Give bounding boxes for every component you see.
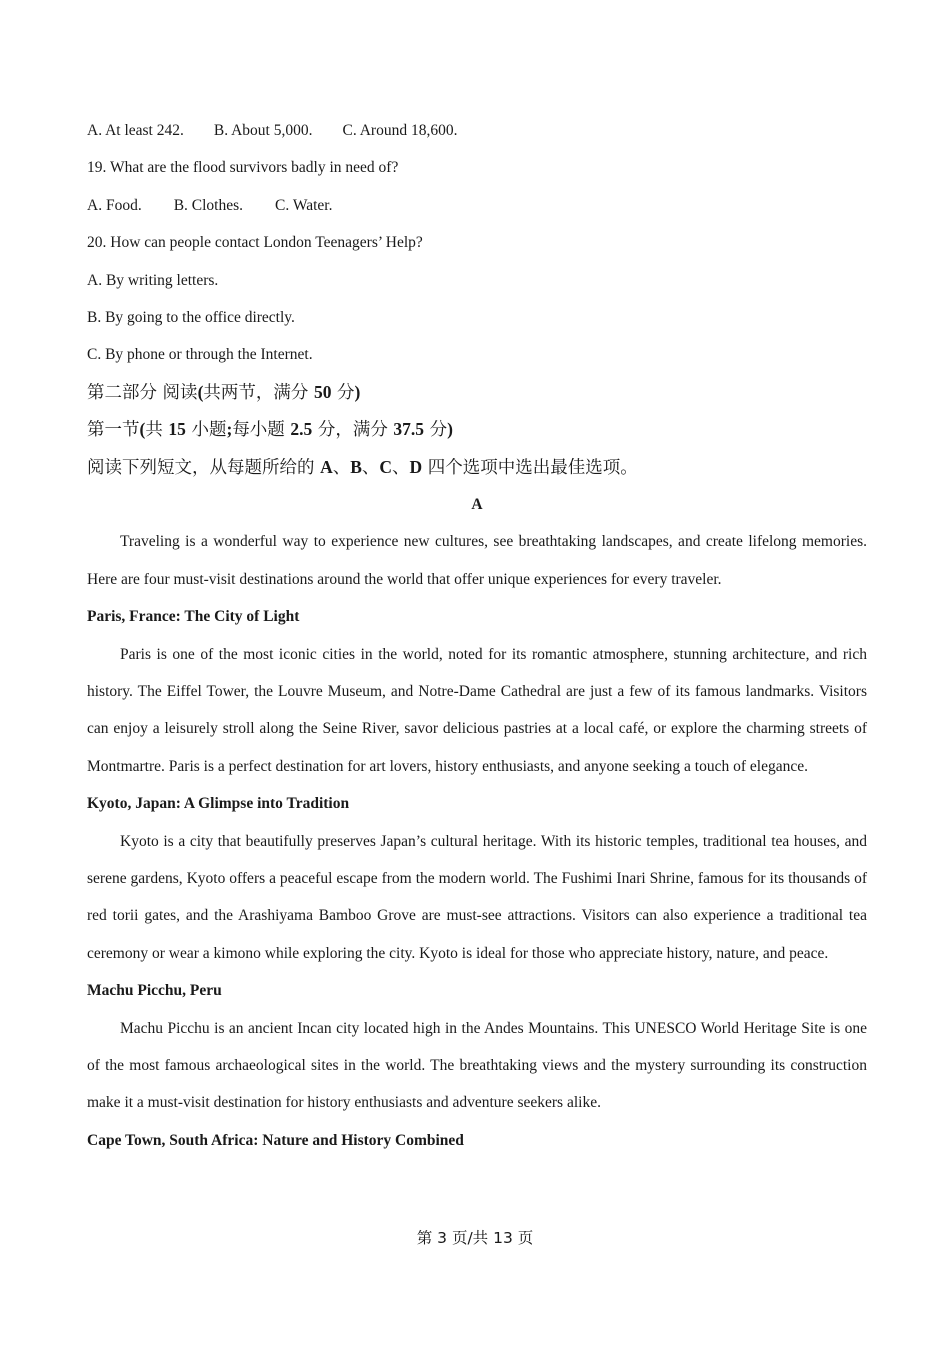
q20-option-b: B. By going to the office directly. [87, 308, 295, 326]
q20-stem: 20. How can people contact London Teenagers’ Help? [87, 234, 423, 252]
section-instructions [87, 449, 867, 486]
page-number-footer: 第 3 页/共 13 页 [416, 1229, 534, 1247]
destination-heading-paris: Paris, France: The City of Light [87, 608, 300, 626]
q18-options [87, 112, 867, 149]
part-paren-close: ) [354, 381, 361, 402]
instr-option-d: D [409, 456, 423, 477]
q20-option-c: C. By phone or through the Internet. [87, 346, 313, 364]
instr-option-a: A [320, 456, 333, 477]
destination-paragraph-paris: Paris is one of the most iconic cities in the world, noted for its romantic atmosphere, stunning architecture, and rich history. The Eiffel Tower, the Louvre Museum, and Notre-Dame Cathedral are just a few of its famous landmarks. Visitors can enjoy a leisurely stroll along the Seine River, savor delicious pastries at a local café, or explore the charming streets of Montmartre. Paris is a perfect destination for art lovers, history enthusiasts, and anyone seeking a touch of elegance. [87, 645, 867, 775]
sub-count: 15 [168, 419, 186, 440]
destination-paragraph-machu-picchu: Machu Picchu is an ancient Incan city located high in the Andes Mountains. This UNESCO World Heritage Site is one of the most famous archaeological sites in the world. The breathtaking views and the mystery surrounding its construction make it a must-visit destination for history enthusiasts and adventure seekers alike. [87, 1019, 867, 1112]
passage-letter: A [471, 495, 483, 513]
page-content [87, 112, 867, 1159]
part-score: 50 [313, 381, 332, 402]
instr-option-c: C [379, 456, 393, 477]
destination-heading-cape-town: Cape Town, South Africa: Nature and History Combined [87, 1131, 464, 1149]
q19-option-b: B. Clothes. [173, 196, 244, 214]
section-sub-heading [87, 411, 867, 448]
sub-per-score: 2.5 [290, 419, 313, 440]
section-part-heading [87, 374, 867, 411]
q19-option-a: A. Food. [87, 196, 142, 214]
instr-sep-1: 、 [332, 457, 351, 478]
q19-stem: 19. What are the flood survivors badly in need of? [87, 159, 399, 177]
sub-semicolon: ; [226, 419, 233, 440]
q20-option-a: A. By writing letters. [87, 271, 219, 289]
part-paren-open: ( [197, 381, 204, 402]
destination-heading-kyoto: Kyoto, Japan: A Glimpse into Tradition [87, 795, 350, 813]
sub-text-1: 共 [145, 420, 169, 441]
sub-paren-close: ) [447, 419, 453, 440]
sub-text-4: 分，满分 [312, 420, 394, 441]
part-label: 第二部分 阅读 [87, 382, 198, 403]
instr-sep-2: 、 [361, 457, 380, 478]
q18-option-a: A. At least 242. [87, 122, 184, 139]
instr-sep-3: 、 [392, 457, 410, 478]
sub-text-2: 小题 [185, 420, 227, 441]
q18-option-b: B. About 5,000. [213, 122, 313, 139]
sub-total-score: 37.5 [393, 419, 425, 440]
part-unit: 分 [331, 382, 355, 403]
q19-option-c: C. Water. [275, 196, 333, 214]
instr-option-b: B [350, 456, 362, 477]
q18-option-c: C. Around 18,600. [342, 122, 458, 139]
instr-text-2: 四个选项中选出最佳选项。 [422, 457, 638, 478]
sub-paren-open: ( [139, 419, 146, 440]
sub-label: 第一节 [87, 420, 140, 441]
passage-intro: Traveling is a wonderful way to experience new cultures, see breathtaking landscapes, and create lifelong memories. Here are four must-visit destinations around the world that offer unique experiences for every traveler. [87, 533, 867, 588]
sub-text-5: 分 [424, 420, 448, 441]
destination-paragraph-kyoto: Kyoto is a city that beautifully preserves Japan’s cultural heritage. With its historic temples, traditional tea houses, and serene gardens, Kyoto offers a peaceful escape from the modern world. The Fushimi Inari Shrine, famous for its thousands of red torii gates, and the Arashiyama Bamboo Grove are must-see attractions. Visitors can also experience a traditional tea ceremony or wear a kimono while exploring the city. Kyoto is ideal for those who appreciate history, nature, and peace. [87, 832, 867, 962]
sub-text-3: 每小题 [232, 420, 291, 441]
destination-heading-machu-picchu: Machu Picchu, Peru [87, 982, 222, 1000]
part-desc: 共两节，满分 [203, 382, 314, 403]
q19-options [87, 187, 867, 224]
instr-text-1: 阅读下列短文，从每题所给的 [87, 457, 321, 478]
